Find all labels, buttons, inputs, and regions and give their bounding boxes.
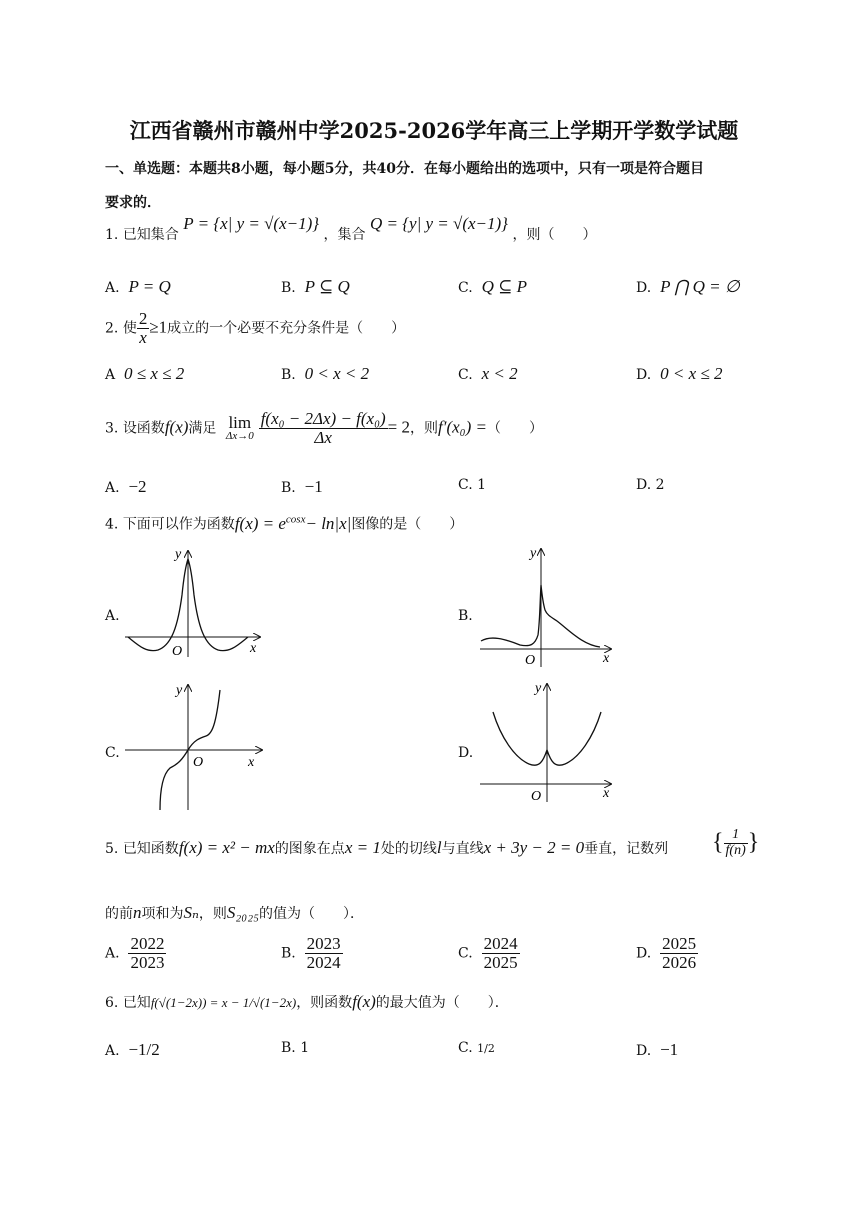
option-a[interactable]: A. −1/2 (105, 1040, 160, 1059)
option-c[interactable]: C. Q ⊆ P (458, 277, 527, 296)
origin-label: O (172, 644, 183, 659)
question-5-line2: 的前n项和为Sₙ，则S₂₀₂₅的值为（ ）． (105, 903, 365, 922)
option-c[interactable]: C. 1 (458, 477, 487, 493)
option-c[interactable]: C. 1/2 (458, 1040, 495, 1056)
svg-text:O: O (193, 755, 204, 770)
option-c-label[interactable]: C. (105, 745, 120, 761)
svg-text:x: x (603, 651, 610, 666)
option-a[interactable]: A. −2 (105, 477, 147, 496)
graph-c[interactable] (120, 680, 270, 815)
section-header-line1: 一、单选题：本题共8小题，每小题5分，共40分．在每小题给出的选项中，只有一项是符合题目 (105, 161, 704, 177)
set-p: P = {x| y = √(x−1)} (183, 214, 320, 233)
option-b[interactable]: B. 0 < x < 2 (281, 364, 370, 383)
option-b[interactable]: B. −1 (281, 477, 323, 496)
option-d[interactable]: D. −1 (636, 1040, 679, 1059)
question-5: 5. 已知函数f(x) = x² − mx的图象在点x = 1处的切线l与直线x + 3y − 2 = 0垂直，记数列 (105, 838, 669, 857)
option-a[interactable]: A 0 ≤ x ≤ 2 (105, 364, 185, 383)
svg-text:y: y (535, 681, 542, 696)
page-title: 江西省赣州市赣州中学2025-2026学年高三上学期开学数学试题 (129, 118, 739, 143)
sequence-term: { $\frac{1}{f(n)}$ } (712, 827, 760, 858)
option-d[interactable]: D. 0 < x ≤ 2 (636, 364, 723, 383)
option-d[interactable]: D. P ⋂ Q = ∅ (636, 277, 740, 296)
option-d[interactable]: D. 2 (636, 477, 665, 493)
option-b[interactable]: B. 1 (281, 1040, 310, 1056)
option-d-label[interactable]: D. (458, 745, 474, 761)
y-axis-label: y (175, 547, 182, 562)
graph-a[interactable] (120, 545, 270, 660)
option-b-label[interactable]: B. (458, 608, 473, 624)
svg-text:y: y (176, 683, 183, 698)
svg-text:O: O (531, 789, 542, 804)
question-6: 6. 已知f(√(1−2x)) = x − 1/√(1−2x)，则函数f(x)的最大值为（ ）． (105, 992, 509, 1011)
svg-text:O: O (525, 653, 536, 668)
option-d[interactable]: D. $\frac{2025}{2026}$ (636, 934, 697, 972)
option-a-label[interactable]: A. (105, 608, 120, 624)
function-expression: $f(x) = e^{cosx}- \ln|x|$ (234, 513, 352, 533)
graph-d[interactable] (475, 680, 620, 805)
option-b[interactable]: B. P ⊆ Q (281, 277, 350, 296)
option-c[interactable]: C. x < 2 (458, 364, 518, 383)
svg-text:x: x (603, 786, 610, 801)
question-2: 2. 使 $\frac{2}{x}$ ≥1成立的一个必要不充分条件是（ ） (105, 309, 406, 347)
svg-text:y: y (530, 546, 537, 561)
question-4: 4. 下面可以作为函数$f(x) = e^{cosx}- \ln|x|$图像的是（ ） (105, 513, 464, 533)
question-number: 1. (105, 227, 119, 243)
question-1: 1. 已知集合 P = {x| y = √(x−1)} ，集合 Q = {y| y = √(x−1)} ，则（ ） (105, 214, 597, 243)
svg-text:x: x (248, 755, 255, 770)
section-header-line2: 要求的． (105, 195, 161, 211)
option-a[interactable]: A. P = Q (105, 277, 171, 296)
set-q: Q = {y| y = √(x−1)} (369, 214, 508, 233)
option-a[interactable]: A. $\frac{2022}{2023}$ (105, 934, 165, 972)
graph-b[interactable] (475, 545, 620, 670)
question-text: 已知集合 (122, 227, 179, 243)
option-b[interactable]: B. $\frac{2023}{2024}$ (281, 934, 341, 972)
option-c[interactable]: C. $\frac{2024}{2025}$ (458, 934, 518, 972)
question-3: 3. 设函数f(x)满足 lim Δx→0 $\frac{\text{f(x₀ − 2Δx) − f(x₀)}}{\Delta x}$ = 2，则f′(x₀) =（ ） (105, 409, 543, 447)
x-axis-label: x (250, 641, 257, 656)
